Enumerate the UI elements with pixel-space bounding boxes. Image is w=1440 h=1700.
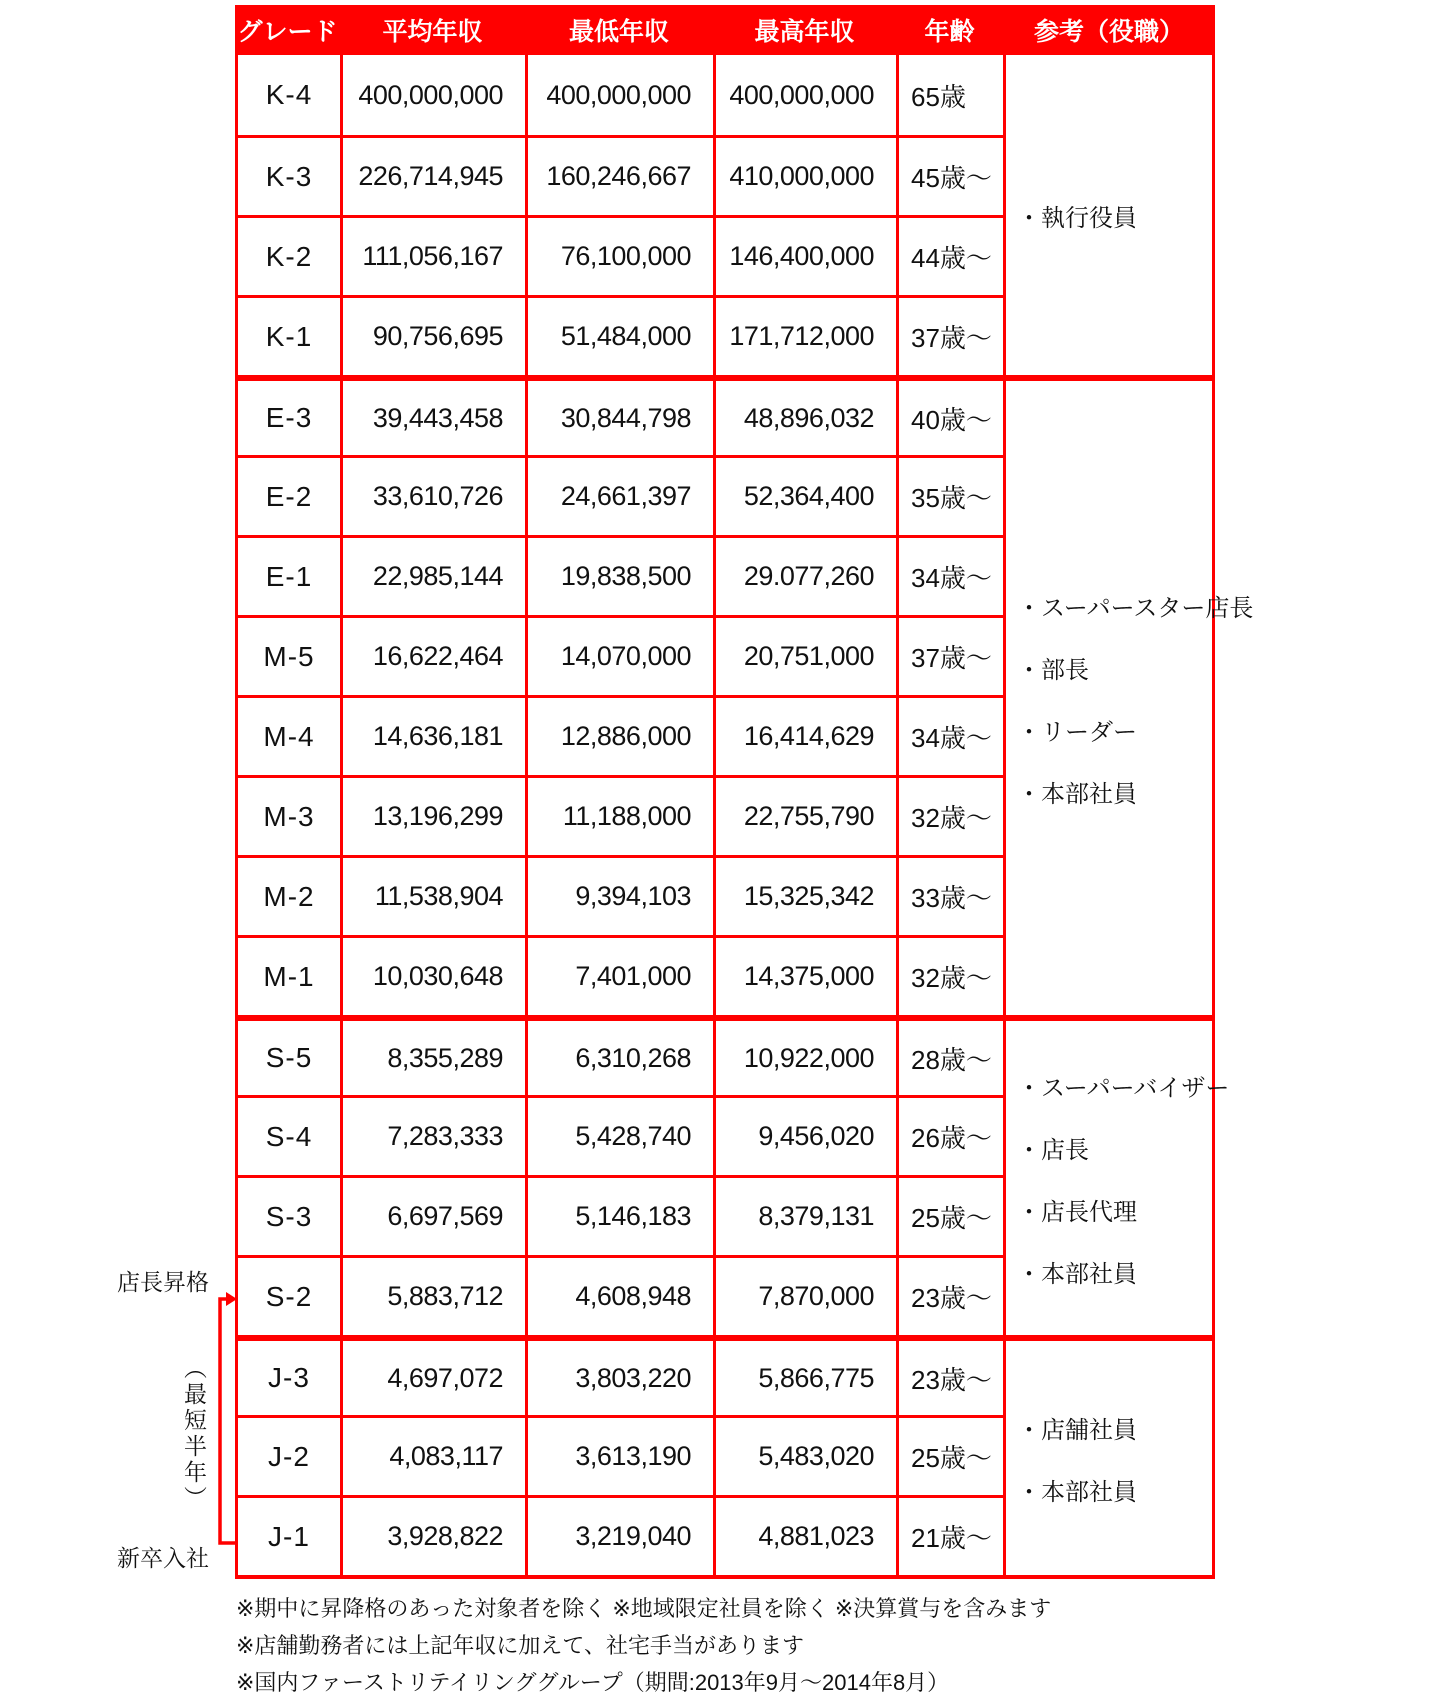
table-rows [238,55,1006,1575]
table-row-e-2 [238,455,1006,535]
average-salary-cell: 10,030,648 [343,938,528,1015]
average-salary-cell: 6,697,569 [343,1178,528,1255]
table-body [235,55,1254,1579]
column-header-age: 年齢 [924,18,975,46]
maximum-salary-cell: 22,755,790 [716,778,899,855]
reference-group [1003,1015,1230,1335]
minimum-salary-cell: 30,844,798 [528,381,716,455]
minimum-salary-cell: 4,608,948 [528,1258,716,1335]
grade-cell: K-1 [238,298,343,375]
reference-role: ・本部社員 [1017,780,1137,808]
average-salary-cell: 5,883,712 [343,1258,528,1335]
minimum-salary-cell: 11,188,000 [528,778,716,855]
average-salary-cell: 400,000,000 [343,55,528,135]
reference-column [1003,55,1254,1575]
minimum-salary-cell: 160,246,667 [528,138,716,215]
average-salary-cell: 226,714,945 [343,138,528,215]
age-cell: 25歳～ [899,1178,1006,1255]
maximum-salary-cell: 171,712,000 [716,298,899,375]
reference-role: ・執行役員 [1017,204,1137,232]
maximum-salary-cell: 410,000,000 [716,138,899,215]
average-salary-cell: 3,928,822 [343,1498,528,1575]
minimum-salary-cell: 3,219,040 [528,1498,716,1575]
minimum-salary-cell: 6,310,268 [528,1021,716,1095]
grade-cell: E-2 [238,458,343,535]
table-row-k-1 [238,295,1006,375]
maximum-salary-cell: 9,456,020 [716,1098,899,1175]
reference-role: ・店舗社員 [1017,1416,1137,1444]
reference-role: ・店長代理 [1017,1198,1137,1226]
grade-cell: S-2 [238,1258,343,1335]
column-header-reference: 参考（役職） [1033,18,1184,46]
average-salary-cell: 8,355,289 [343,1021,528,1095]
grade-cell: J-1 [238,1498,343,1575]
table-row-m-4 [238,695,1006,775]
table-row-k-3 [238,135,1006,215]
minimum-salary-cell: 14,070,000 [528,618,716,695]
minimum-salary-cell: 51,484,000 [528,298,716,375]
average-salary-cell: 22,985,144 [343,538,528,615]
annotation-minimum-half-year: （最短半年） [181,1356,207,1512]
average-salary-cell: 90,756,695 [343,298,528,375]
maximum-salary-cell: 146,400,000 [716,218,899,295]
maximum-salary-cell: 5,866,775 [716,1341,899,1415]
reference-role: ・スーパースター店長 [1017,594,1254,622]
grade-cell: E-3 [238,381,343,455]
table-row-j-3 [238,1335,1006,1415]
maximum-salary-cell: 52,364,400 [716,458,899,535]
minimum-salary-cell: 5,146,183 [528,1178,716,1255]
column-header-max: 最高年収 [754,18,855,46]
salary-table [235,5,1254,1579]
age-cell: 44歳～ [899,218,1006,295]
table-row-s-5 [238,1015,1006,1095]
age-cell: 37歳～ [899,618,1006,695]
annotation-store-manager-promotion: 店長昇格 [117,1269,209,1295]
table-row-k-2 [238,215,1006,295]
age-cell: 45歳～ [899,138,1006,215]
grade-cell: S-4 [238,1098,343,1175]
age-cell: 23歳～ [899,1341,1006,1415]
footnote-line: ※店舗勤務者には上記年収に加えて、社宅手当があります [236,1633,804,1658]
reference-role: ・本部社員 [1017,1260,1137,1288]
age-cell: 34歳～ [899,698,1006,775]
age-cell: 26歳～ [899,1098,1006,1175]
minimum-salary-cell: 400,000,000 [528,55,716,135]
average-salary-cell: 111,056,167 [343,218,528,295]
table-row-j-1 [238,1495,1006,1575]
age-cell: 40歳～ [899,381,1006,455]
age-cell: 25歳～ [899,1418,1006,1495]
column-header-avg: 平均年収 [382,18,483,46]
table-row-s-3 [238,1175,1006,1255]
table-row-m-3 [238,775,1006,855]
grade-cell: S-3 [238,1178,343,1255]
footnotes [236,1590,1051,1700]
age-cell: 32歳～ [899,938,1006,1015]
minimum-salary-cell: 19,838,500 [528,538,716,615]
table-row-s-4 [238,1095,1006,1175]
column-header-grade: グレード [237,18,338,46]
grade-cell: J-2 [238,1418,343,1495]
reference-role: ・部長 [1017,656,1089,684]
grade-cell: S-5 [238,1021,343,1095]
age-cell: 65歳 [899,55,1006,135]
maximum-salary-cell: 29.077,260 [716,538,899,615]
table-row-e-1 [238,535,1006,615]
maximum-salary-cell: 4,881,023 [716,1498,899,1575]
average-salary-cell: 7,283,333 [343,1098,528,1175]
table-row-m-2 [238,855,1006,935]
annotation-new-graduate-entry: 新卒入社 [117,1545,209,1571]
average-salary-cell: 13,196,299 [343,778,528,855]
grade-cell: M-5 [238,618,343,695]
maximum-salary-cell: 16,414,629 [716,698,899,775]
grade-cell: M-1 [238,938,343,1015]
grade-cell: J-3 [238,1341,343,1415]
average-salary-cell: 33,610,726 [343,458,528,535]
maximum-salary-cell: 5,483,020 [716,1418,899,1495]
footnote-line: ※国内ファーストリテイリンググループ（期間:2013年9月～2014年8月） [236,1670,950,1695]
maximum-salary-cell: 400,000,000 [716,55,899,135]
grade-cell: M-2 [238,858,343,935]
table-row-s-2 [238,1255,1006,1335]
footnote-line: ※期中に昇降格のあった対象者を除く ※地域限定社員を除く ※決算賞与を含みます [236,1596,1052,1621]
average-salary-cell: 4,083,117 [343,1418,528,1495]
maximum-salary-cell: 14,375,000 [716,938,899,1015]
reference-group [1003,375,1254,1015]
maximum-salary-cell: 10,922,000 [716,1021,899,1095]
age-cell: 35歳～ [899,458,1006,535]
table-row-m-5 [238,615,1006,695]
grade-cell: K-4 [238,55,343,135]
reference-role: ・リーダー [1017,718,1137,746]
grade-cell: M-4 [238,698,343,775]
minimum-salary-cell: 3,803,220 [528,1341,716,1415]
minimum-salary-cell: 3,613,190 [528,1418,716,1495]
average-salary-cell: 11,538,904 [343,858,528,935]
maximum-salary-cell: 48,896,032 [716,381,899,455]
minimum-salary-cell: 5,428,740 [528,1098,716,1175]
minimum-salary-cell: 7,401,000 [528,938,716,1015]
age-cell: 28歳～ [899,1021,1006,1095]
grade-cell: E-1 [238,538,343,615]
reference-group [1003,55,1212,375]
grade-cell: M-3 [238,778,343,855]
reference-role: ・本部社員 [1017,1478,1137,1506]
age-cell: 21歳～ [899,1498,1006,1575]
average-salary-cell: 4,697,072 [343,1341,528,1415]
maximum-salary-cell: 20,751,000 [716,618,899,695]
minimum-salary-cell: 24,661,397 [528,458,716,535]
column-header-min: 最低年収 [568,18,669,46]
average-salary-cell: 39,443,458 [343,381,528,455]
reference-role: ・スーパーバイザー [1017,1074,1230,1102]
maximum-salary-cell: 8,379,131 [716,1178,899,1255]
promotion-path-arrow-icon [212,1290,238,1552]
table-row-j-2 [238,1415,1006,1495]
reference-group [1003,1335,1212,1575]
table-row-m-1 [238,935,1006,1015]
minimum-salary-cell: 9,394,103 [528,858,716,935]
minimum-salary-cell: 76,100,000 [528,218,716,295]
table-header-row [235,5,1215,55]
age-cell: 23歳～ [899,1258,1006,1335]
maximum-salary-cell: 7,870,000 [716,1258,899,1335]
reference-role: ・店長 [1017,1136,1089,1164]
minimum-salary-cell: 12,886,000 [528,698,716,775]
age-cell: 37歳～ [899,298,1006,375]
age-cell: 34歳～ [899,538,1006,615]
maximum-salary-cell: 15,325,342 [716,858,899,935]
average-salary-cell: 16,622,464 [343,618,528,695]
grade-cell: K-2 [238,218,343,295]
table-row-e-3 [238,375,1006,455]
table-row-k-4 [238,55,1006,135]
age-cell: 32歳～ [899,778,1006,855]
age-cell: 33歳～ [899,858,1006,935]
grade-cell: K-3 [238,138,343,215]
average-salary-cell: 14,636,181 [343,698,528,775]
